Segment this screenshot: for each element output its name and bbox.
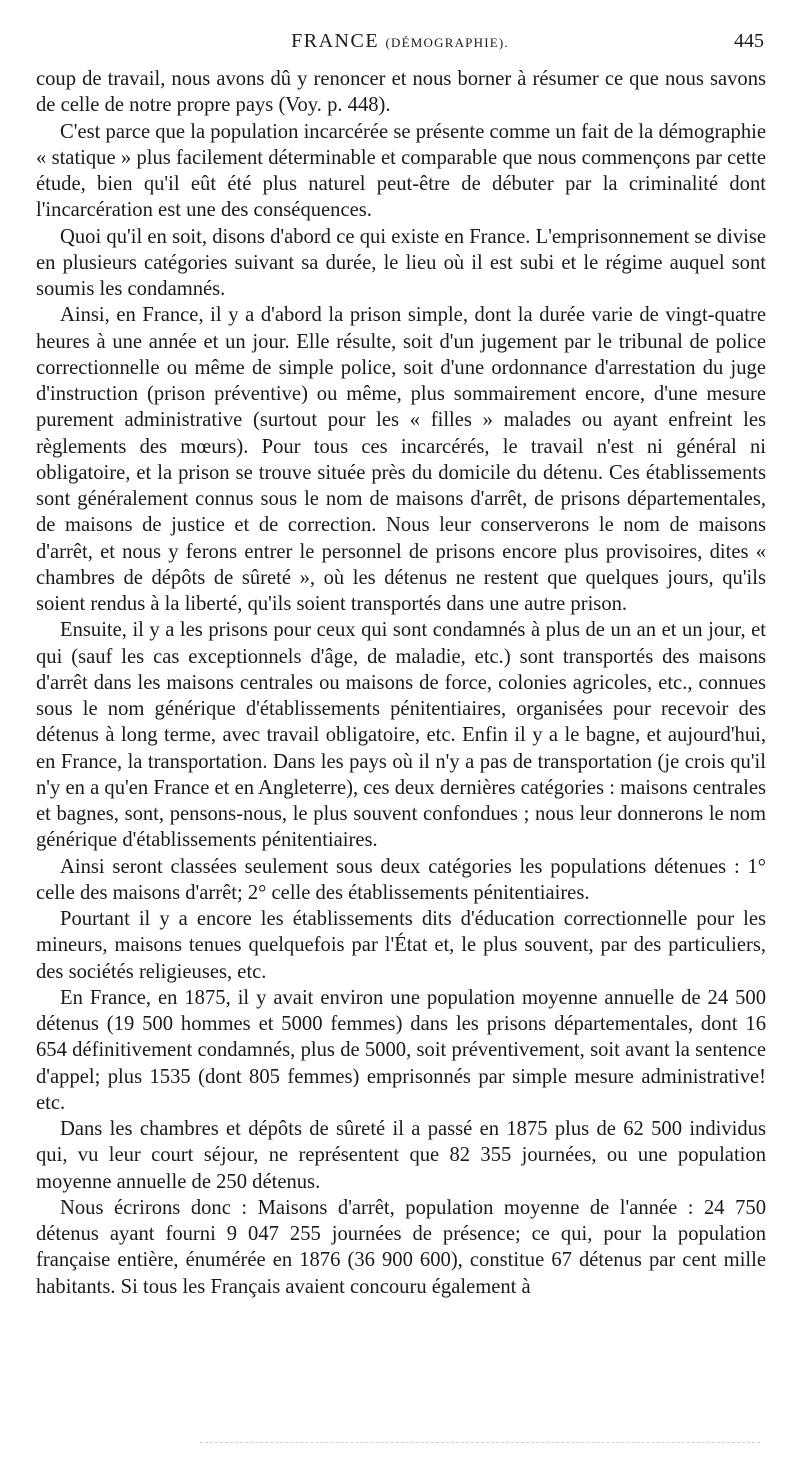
running-title <box>36 30 764 53</box>
paragraph: Dans les chambres et dépôts de sûreté il a passé en 1875 plus de 62 500 individus qui, vu leur court séjour, ne représentent que 82 355 journées, ou une population moyenne annuelle de 250 détenus. <box>36 1118 766 1193</box>
paragraph: Ensuite, il y a les prisons pour ceux qui sont condamnés à plus de un an et un jour, et qui (sauf les cas exceptionnels d'âge, de maladie, etc.) sont transportés des maisons d'arrêt dans les maisons centrales ou maisons de force, colonies agricoles, etc., connues sous le nom générique d'établissements pénitentiaires, organisées pour recevoir des détenus à long terme, avec travail obligatoire, etc. Enfin il y a le bagne, et aujourd'hui, en France, la transportation. Dans les pays où il n'y a pas de transportation (je crois qu'il n'y en a qu'en France et en Angleterre), ces deux dernières catégories : maisons centrales et bagnes, sont, pensons-nous, le plus souvent confondues ; nous leur donnerons le nom générique d'établissements pénitentiaires. <box>36 619 766 852</box>
paragraph: Pourtant il y a encore les établissements dits d'éducation correctionnelle pour les mineurs, maisons tenues quelquefois par l'État et, le plus souvent, par des particuliers, des sociétés religieuses, etc. <box>36 908 766 983</box>
running-header <box>36 30 764 60</box>
header-title: FRANCE <box>291 30 380 52</box>
paragraph: En France, en 1875, il y avait environ une population moyenne annuelle de 24 500 détenus (19 500 hommes et 5000 femmes) dans les prisons départementales, dont 16 654 définitivement condamnés, plus de 5000, soit préventivement, soit avant la sentence d'appel; plus 1535 (dont 805 femmes) emprisonnés par simple mesure administrative! etc. <box>36 986 766 1114</box>
body-text <box>36 66 766 1300</box>
paragraph: Nous écrirons donc : Maisons d'arrêt, population moyenne de l'année : 24 750 détenus ayant fourni 9 047 255 journées de présence; ce qui, pour la population française entière, énumérée en 1876 (36 900 600), constitue 67 détenus par cent mille habitants. Si tous les Français avaient concouru également à <box>36 1196 766 1298</box>
page-number: 445 <box>734 30 764 52</box>
paragraph: Ainsi, en France, il y a d'abord la prison simple, dont la durée varie de vingt-quatre heures à une année et un jour. Elle résulte, soit d'un jugement par le tribunal de police correctionnelle ou même de simple police, soit d'une ordonnance d'arrestation du juge d'instruction (prison préventive) ou même, plus sommairement encore, d'une mesure purement administrative (surtout pour les « filles » malades ou ayant enfreint les règlements des mœurs). Pour tous ces incarcérés, le travail n'est ni général ni obligatoire, et la prison se trouve située près du domicile du détenu. Ces établissements sont généralement connus sous le nom de maisons d'arrêt, de prisons départementales, de maisons de justice et de correction. Nous leur conserverons le nom de maisons d'arrêt, et nous y ferons entrer le personnel de prisons encore plus provisoires, dites « chambres de dépôts de sûreté », où les détenus ne restent que quelques jours, qu'ils soient rendus à la liberté, qu'ils soient transportés dans une autre prison. <box>36 304 766 615</box>
paragraph: coup de travail, nous avons dû y renoncer et nous borner à résumer ce que nous savons de celle de notre propre pays (Voy. p. 448). <box>36 68 766 117</box>
paragraph: Quoi qu'il en soit, disons d'abord ce qui existe en France. L'emprisonnement se divise en plusieurs catégories suivant sa durée, le lieu où il est subi et le régime auquel sont soumis les condamnés. <box>36 225 766 300</box>
paragraph: C'est parce que la population incarcérée se présente comme un fait de la démographie « statique » plus facilement déterminable et comparable que nous commençons par cette étude, bien qu'il eût été plus naturel peut-être de débuter par la criminalité dont l'incarcération est une des conséquences. <box>36 120 766 222</box>
header-subtitle: (DÉMOGRAPHIE). <box>385 35 509 50</box>
paragraph: Ainsi seront classées seulement sous deux catégories les populations détenues : 1° celle des maisons d'arrêt; 2° celle des établissements pénitentiaires. <box>36 855 766 904</box>
bottom-scan-mark <box>200 1442 760 1445</box>
